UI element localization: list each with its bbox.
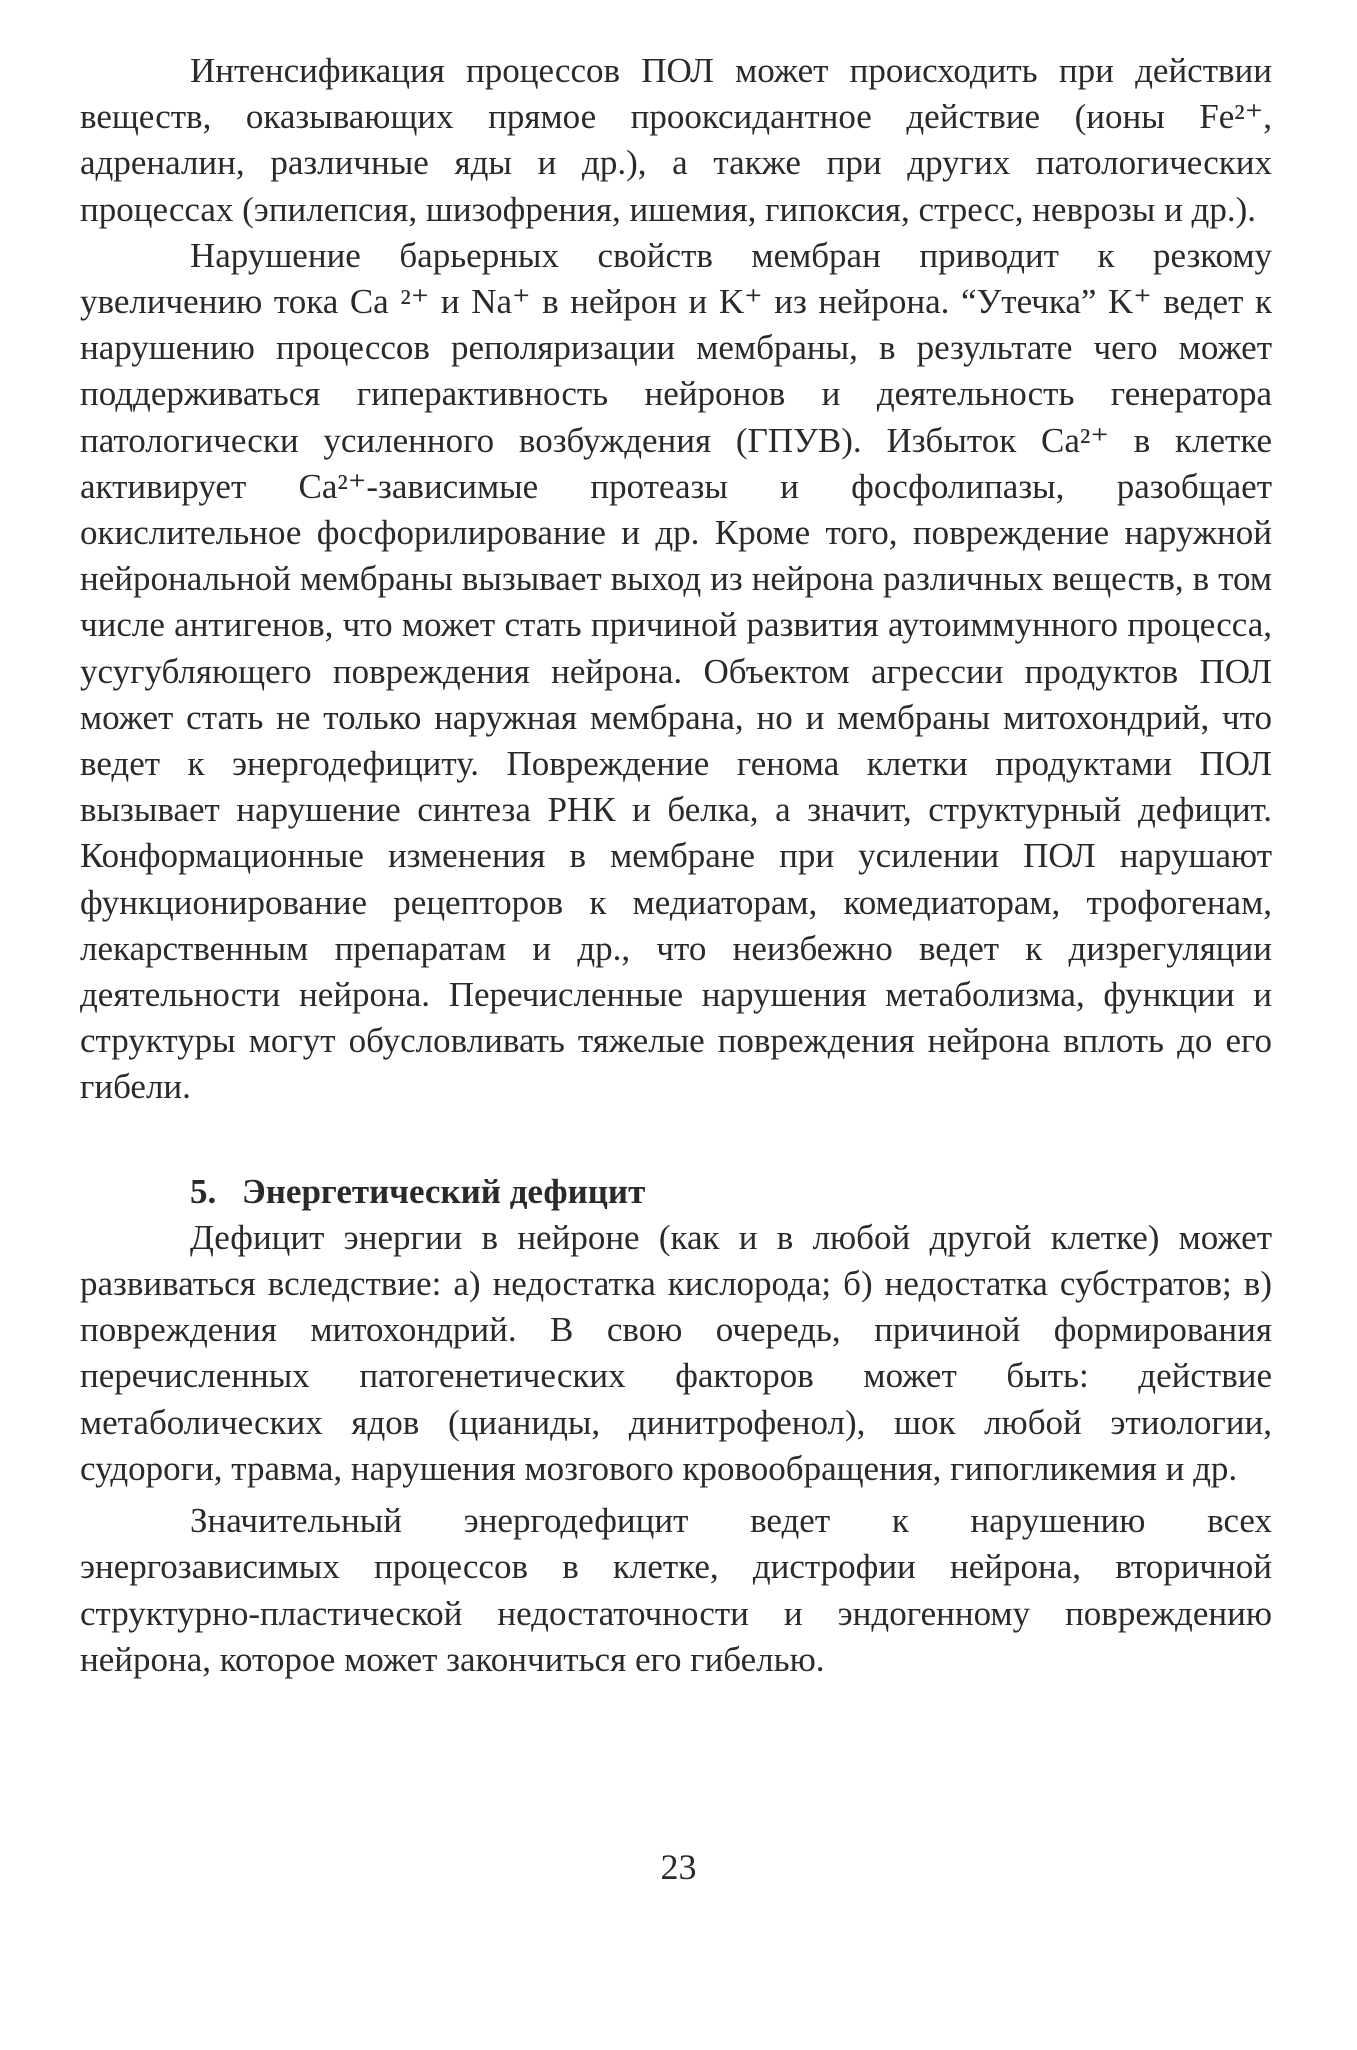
paragraph-lpo-intensification: Интенсификация процессов ПОЛ может происходить при действии веществ, оказывающих прямое прооксидантное действие (ионы Fe²⁺, адреналин, различные яды и др.), а также при других патологических процессах (эпилепсия, шизофрения, ишемия, гипоксия, стресс, неврозы и др.).	[80, 51, 1272, 229]
page-number: 23	[660, 1847, 697, 1887]
paragraph-membrane-barrier: Нарушение барьерных свойств мембран приводит к резкому увеличению тока Ca ²⁺ и Na⁺ в нейрон и K⁺ из нейрона. “Утечка” K⁺ ведет к нарушению процессов реполяризации мембраны, в результате чего может поддерживаться гиперактивность нейронов и деятельность генератора патологически усиленного возбуждения (ГПУВ). Избыток Ca²⁺ в клетке активирует Ca²⁺-зависимые протеазы и фосфолипазы, разобщает окислительное фосфорилирование и др. Кроме того, повреждение наружной нейрональной мембраны вызывает выход из нейрона различных веществ, в том числе антигенов, что может стать причиной развития аутоиммунного процесса, усугубляющего повреждения нейрона. Объектом агрессии продуктов ПОЛ может стать не только наружная мембрана, но и мембраны митохондрий, что ведет к энергодефициту. Повреждение генома клетки продуктами ПОЛ вызывает нарушение синтеза РНК и белка, а значит, структурный дефицит. Конформационные изменения в мембране при усилении ПОЛ нарушают функционирование рецепторов к медиаторам, комедиаторам, трофогенам, лекарственным препаратам и др., что неизбежно ведет к дизрегуляции деятельности нейрона. Перечисленные нарушения метаболизма, функции и структуры могут обусловливать тяжелые повреждения нейрона вплоть до его гибели.	[80, 235, 1272, 1107]
section-number: 5.	[190, 1171, 217, 1211]
paragraph-energy-deficit-consequences: Значительный энергодефицит ведет к нарушению всех энергозависимых процессов в клетке, дистрофии нейрона, вторичной структурно-пластической недостаточности и эндогенному повреждению нейрона, которое может закончиться его гибелью.	[80, 1501, 1272, 1679]
section-title: Энергетический дефицит	[242, 1171, 646, 1211]
paragraph-energy-deficit-causes: Дефицит энергии в нейроне (как и в любой другой клетке) может развиваться вследствие: а) недостатка кислорода; б) недостатка субстратов; в) повреждения митохондрий. В свою очередь, причиной формирования перечисленных патогенетических факторов может быть: действие метаболических ядов (цианиды, динитрофенол), шок любой этиологии, судороги, травма, нарушения мозгового кровообращения, гипогликемия и др.	[80, 1217, 1272, 1488]
section-heading	[80, 1169, 1272, 1215]
